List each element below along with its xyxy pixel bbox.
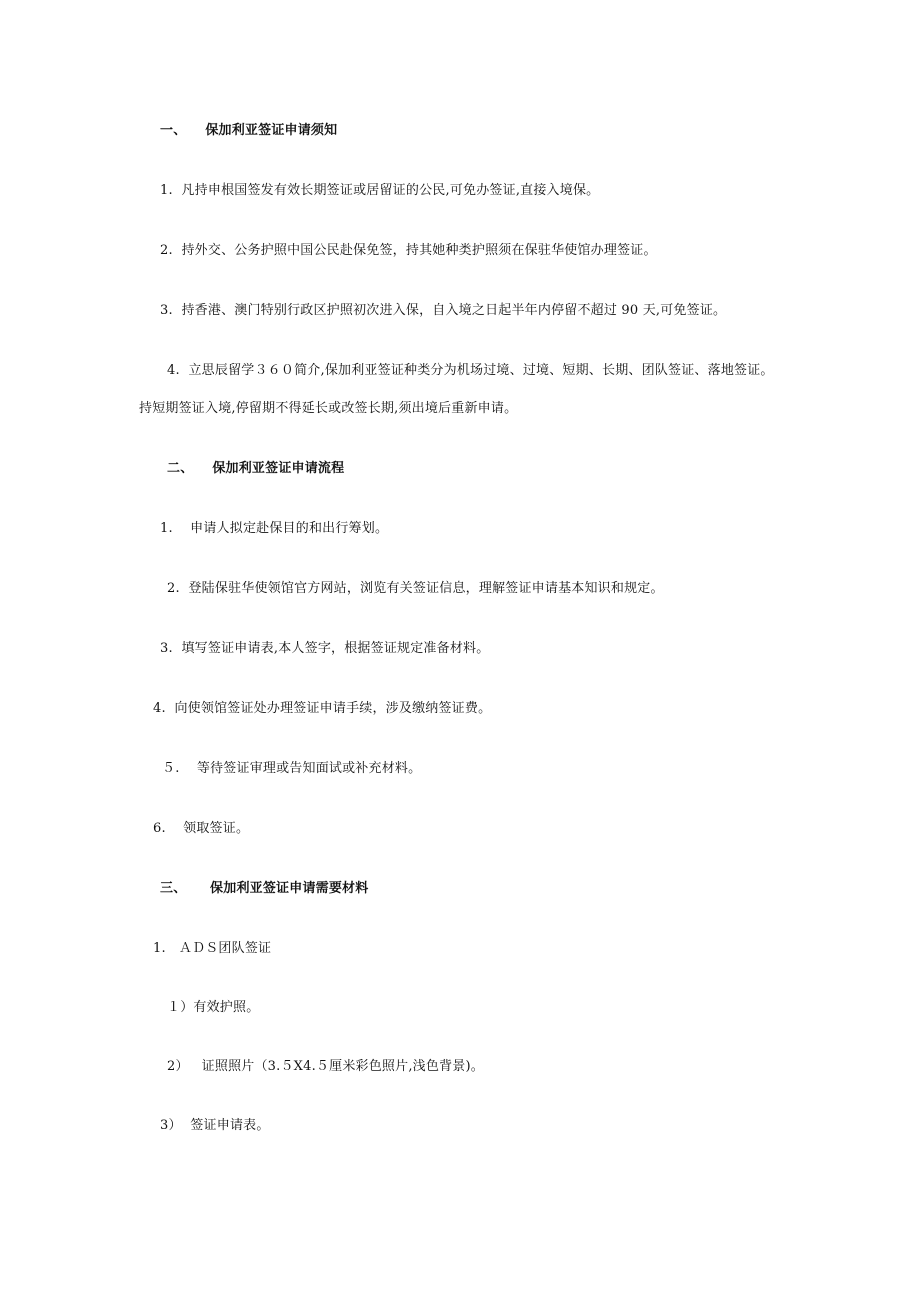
item-text: 立思辰留学３６０简介,保加利亚签证种类分为机场过境、过境、短期、长期、团队签证、落地签证。 [188,363,774,378]
item-number: 2. [167,581,180,596]
sub-list-item [167,1058,484,1076]
item-text: 持香港、澳门特别行政区护照初次进入保，自入境之日起半年内停留不超过 90 天,可免签证。 [181,303,727,318]
item-text: ＡＤＳ团队签证 [178,941,272,956]
list-item [167,362,774,380]
section-title: 保加利亚签证申请需要材料 [210,881,369,896]
subitem-text: 证照照片（3.５X4.５厘米彩色照片,浅色背景)。 [201,1059,484,1074]
list-item [162,760,421,778]
section-title: 保加利亚签证申请流程 [212,461,345,476]
item-text: 持外交、公务护照中国公民赴保免签，持其她种类护照须在保驻华使馆办理签证。 [181,243,657,258]
section-heading-1 [160,122,337,140]
section-number: 二、 [167,461,194,476]
list-item [160,520,388,538]
item-number: 1. [153,941,166,956]
list-item [153,820,249,838]
subitem-text: 有效护照。 [193,1000,260,1015]
item-number: 3. [160,641,173,656]
item-text: 凡持申根国签发有效长期签证或居留证的公民,可免办签证,直接入境保。 [181,183,600,198]
list-item [160,242,657,260]
sub-list-item [160,1117,270,1135]
item-number: 2. [160,243,173,258]
section-heading-3 [160,880,368,898]
item-number: 1. [160,183,173,198]
subitem-number: １） [167,1000,194,1015]
list-item [167,580,664,598]
section-number: 三、 [160,881,187,896]
item-number: ５. [162,761,180,776]
item-text: 申请人拟定赴保目的和出行筹划。 [190,521,389,536]
sub-list-item [167,999,259,1017]
item-text: 登陆保驻华使领馆官方网站，浏览有关签证信息，理解签证申请基本知识和规定。 [188,581,664,596]
list-item [160,302,726,320]
item-text: 填写签证申请表,本人签字，根据签证规定准备材料。 [181,641,490,656]
section-heading-2 [167,460,344,478]
list-item [160,640,489,658]
item-number: 3. [160,303,173,318]
item-number: 4. [153,701,166,716]
subitem-number: 2） [167,1059,189,1074]
list-item [153,700,491,718]
item-continuation: 持短期签证入境,停留期不得延长或改签长期,须出境后重新申请。 [139,401,518,416]
item-text: 向使领馆签证处办理签证申请手续，涉及缴纳签证费。 [174,701,492,716]
section-title: 保加利亚签证申请须知 [205,123,338,138]
list-item [153,940,271,958]
item-number: 1. [160,521,173,536]
item-text: 领取签证。 [183,821,250,836]
item-text: 等待签证审理或告知面试或补充材料。 [196,761,422,776]
item-number: 4. [167,363,180,378]
list-item [160,182,599,200]
subitem-number: 3） [160,1118,182,1133]
section-number: 一、 [160,123,187,138]
item-number: 6. [153,821,166,836]
subitem-text: 签证申请表。 [190,1118,270,1133]
